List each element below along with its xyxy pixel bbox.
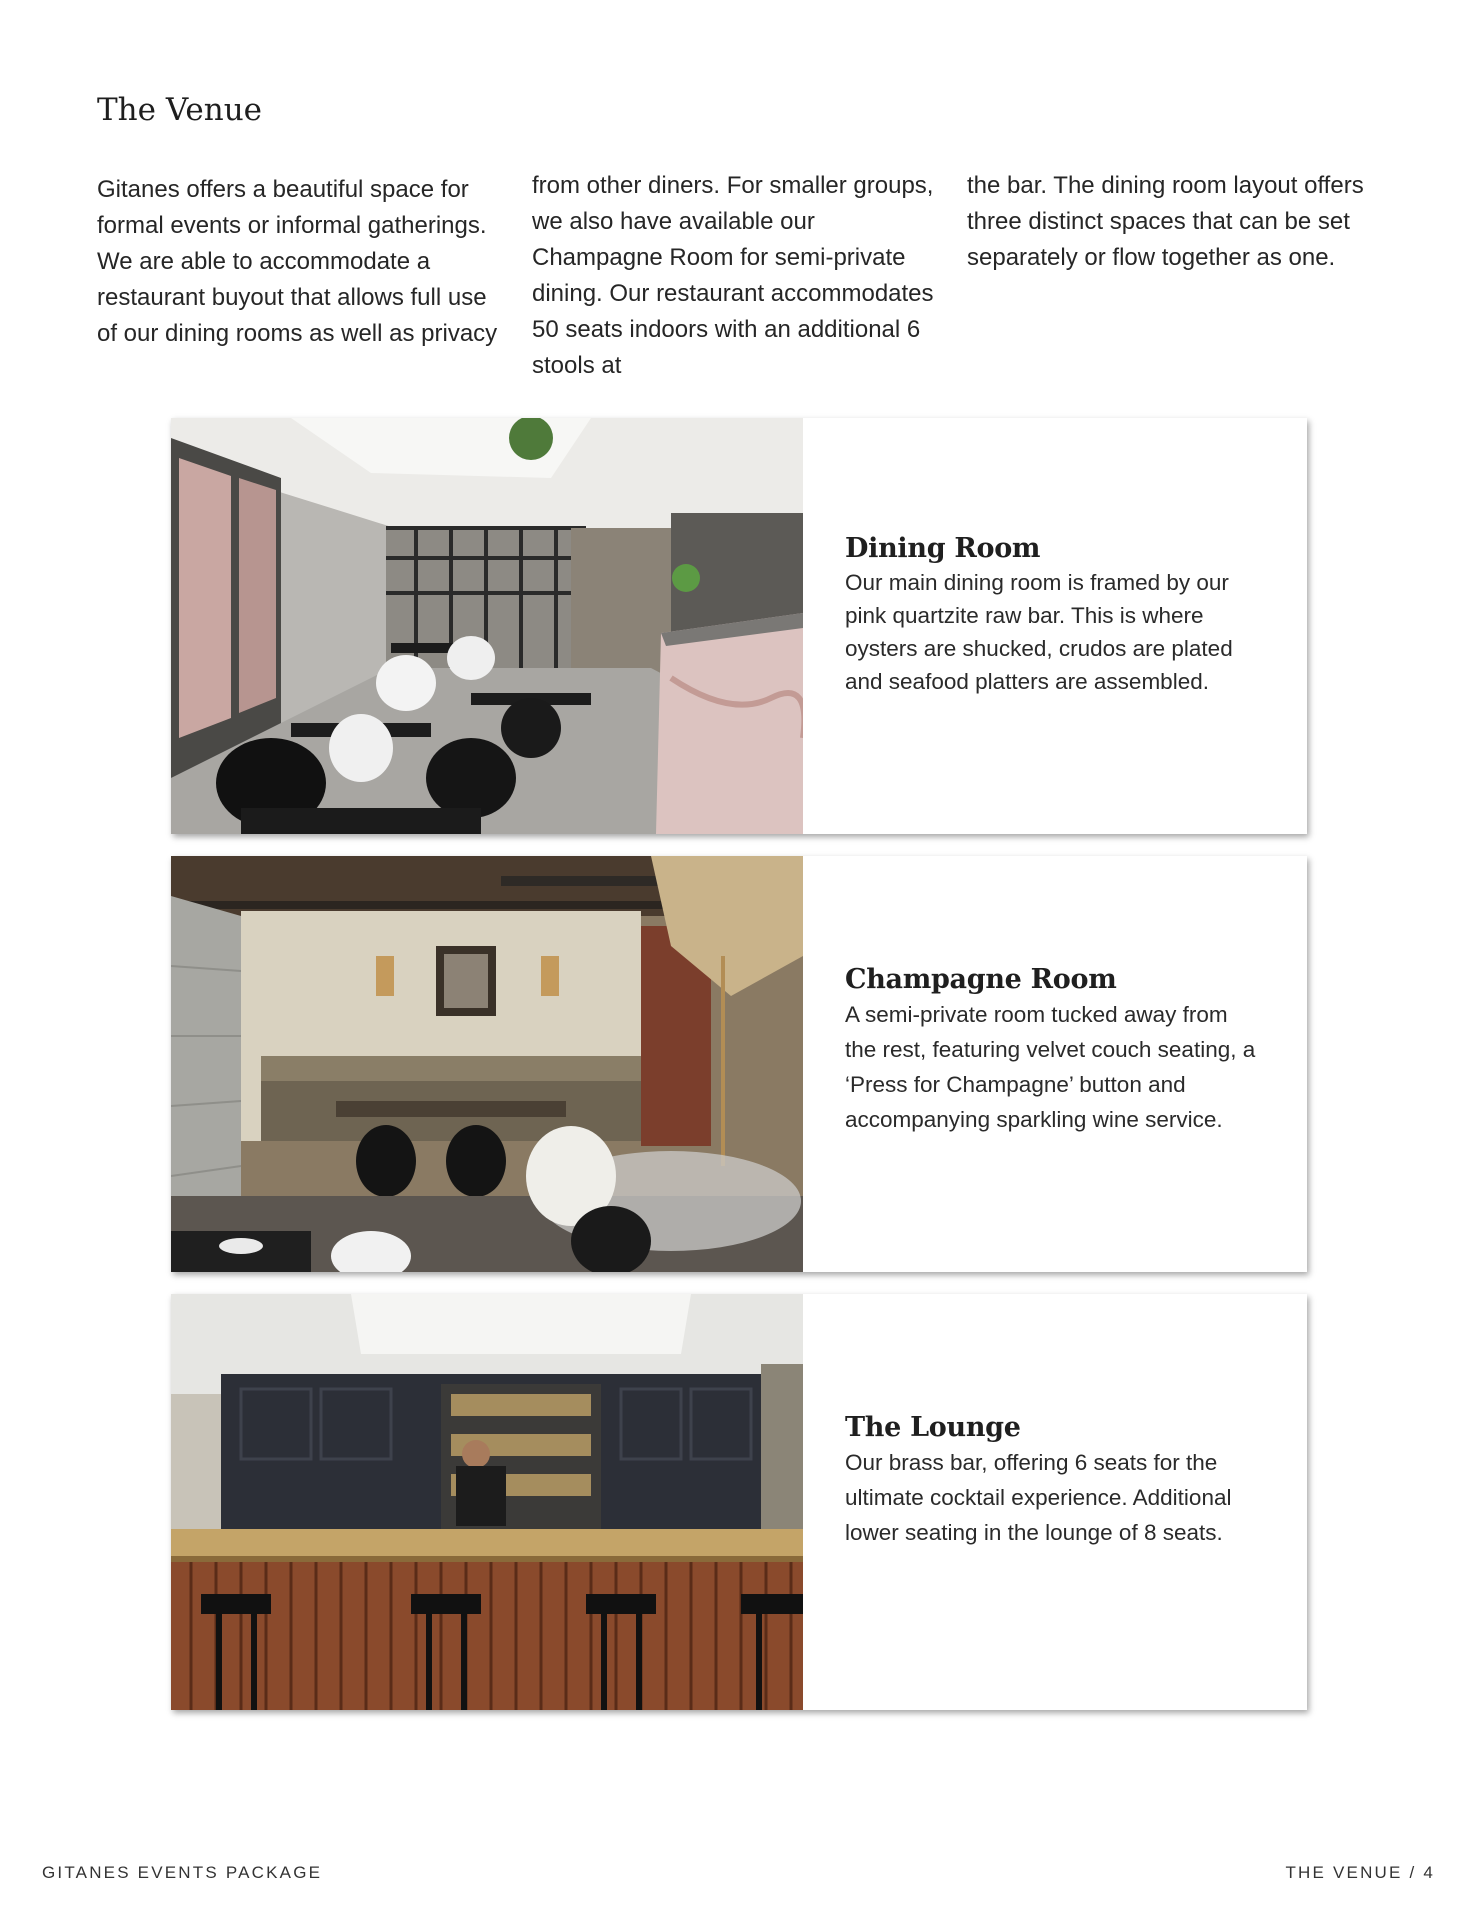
- champagne-room-card: [171, 856, 1307, 1272]
- footer-document-title: GITANES EVENTS PACKAGE: [42, 1863, 323, 1882]
- champagne-room-description: A semi-private room tucked away from the rest, featuring velvet couch seating, a ‘Press for Champagne’ button and accompanying sparkling wine service.: [845, 1002, 1256, 1132]
- lounge-text: [845, 1412, 1265, 1550]
- dining-room-text: [845, 533, 1265, 698]
- dining-room-title: Dining Room: [845, 533, 1041, 564]
- lounge-description: Our brass bar, offering 6 seats for the ultimate cocktail experience. Additional lower seating in the lounge of 8 seats.: [845, 1450, 1232, 1545]
- lounge-photo: [171, 1294, 803, 1710]
- dining-room-photo: [171, 418, 803, 834]
- intro-column-1: Gitanes offers a beautiful space for formal events or informal gatherings. We are able to accommodate a restaurant buyout that allows full use of our dining rooms as well as privacy: [97, 176, 498, 347]
- champagne-room-text: [845, 964, 1265, 1137]
- champagne-room-title: Champagne Room: [845, 964, 1117, 995]
- champagne-room-photo: [171, 856, 803, 1272]
- lounge-card: [171, 1294, 1307, 1710]
- dining-room-description: Our main dining room is framed by our pink quartzite raw bar. This is where oysters are shucked, crudos are plated and seafood platters are assembled.: [845, 570, 1233, 694]
- intro-column-3: the bar. The dining room layout offers three distinct spaces that can be set separately or flow together as one.: [967, 172, 1364, 271]
- footer-page-number: THE VENUE / 4: [1285, 1863, 1435, 1882]
- intro-text: [97, 168, 1397, 384]
- dining-room-card: [171, 418, 1307, 834]
- lounge-title: The Lounge: [845, 1412, 1021, 1443]
- page-title: The Venue: [97, 92, 263, 128]
- intro-column-2: from other diners. For smaller groups, we also have available our Champagne Room for semi-private dining. Our restaurant accommodates 50 seats indoors with an additional 6 stools at: [532, 172, 934, 379]
